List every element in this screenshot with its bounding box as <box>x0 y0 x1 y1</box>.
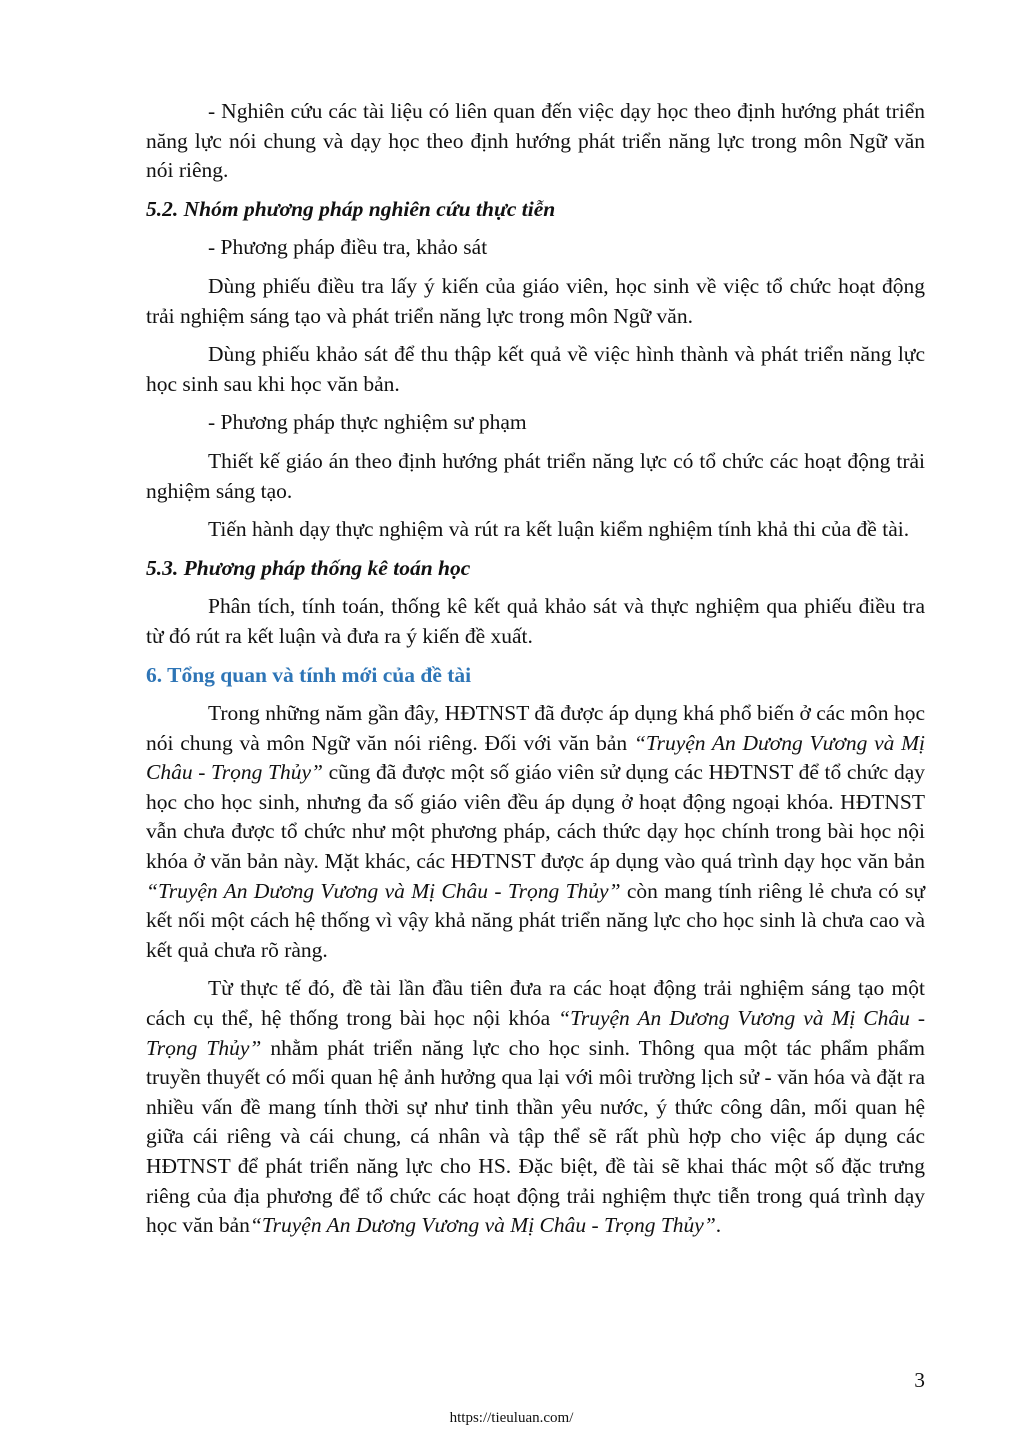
text-span: còn mang tính riêng lẻ chưa có sự kết nối một cách hệ thống vì vậy khả năng phát triển năng lực cho học sinh là chưa cao và kết quả chưa rõ ràng. <box>146 878 925 962</box>
work-title: “Truyện An Dương Vương và Mị Châu - Trọng Thủy” <box>146 730 925 785</box>
paragraph-experiment-teaching: Tiến hành dạy thực nghiệm và rút ra kết luận kiểm nghiệm tính khả thi của đề tài. <box>208 517 910 542</box>
paragraph-research-documents: - Nghiên cứu các tài liệu có liên quan đến việc dạy học theo định hướng phát triển năng lực nói chung và dạy học theo định hướng phát triển năng lực trong môn Ngữ văn nói riêng. <box>146 99 925 183</box>
footer-url: https://tieuluan.com/ <box>449 1410 574 1426</box>
text-span: cũng đã được một số giáo viên sử dụng các HĐTNST để tổ chức dạy học cho học sinh, nhưng đa số giáo viên đều áp dụng ở hoạt động ngoại khóa. HĐTNST vẫn chưa được tổ chức như một phương pháp, cách thức dạy học chính trong bài học nội khóa ở văn bản này. Mặt khác, các HĐTNST được áp dụng vào quá trình dạy học văn bản <box>146 760 925 874</box>
paragraph-statistics: Phân tích, tính toán, thống kê kết quả khảo sát và thực nghiệm qua phiếu điều tra từ đó rút ra kết luận và đưa ra ý kiến đề xuất. <box>146 594 925 648</box>
text-span: nhằm phát triển năng lực cho học sinh. Thông qua một tác phẩm phẩm truyền thuyết có mối quan hệ ảnh hưởng qua lại với môi trường lịch sử - văn hóa và đặt ra nhiều vấn đề mang tính thời sự như tinh thần yêu nước, ý thức công dân, mối quan hệ giữa cái riêng và cái chung, cá nhân và tập thể sẽ rất phù hợp cho việc áp dụng các HĐTNST để phát triển năng lực cho HS. Đặc biệt, đề tài sẽ khai thác một số đặc trưng riêng của địa phương để tổ chức các hoạt động trải nghiệm thực tiễn trong quá trình dạy học văn bản <box>146 1035 925 1238</box>
paragraph-survey-method: - Phương pháp điều tra, khảo sát <box>208 235 488 260</box>
page-number: 3 <box>914 1368 925 1392</box>
text-span: Từ thực tế đó, đề tài lần đầu tiên đưa ra các hoạt động trải nghiệm sáng tạo một cách cụ thể, hệ thống trong bài học nội khóa <box>146 976 925 1031</box>
paragraph-overview <box>146 699 925 965</box>
text-span: Trong những năm gần đây, HĐTNST đã được áp dụng khá phổ biến ở các môn học nói chung và môn Ngữ văn nói riêng. Đối với văn bản <box>146 701 925 755</box>
document-body <box>146 97 925 1250</box>
paragraph-experiment-method: - Phương pháp thực nghiệm sư phạm <box>208 410 527 435</box>
heading-5-2: 5.2. Nhóm phương pháp nghiên cứu thực tiễn <box>146 196 556 221</box>
paragraph-lesson-design: Thiết kế giáo án theo định hướng phát triển năng lực có tổ chức các hoạt động trải nghiệm sáng tạo. <box>146 448 925 503</box>
heading-6: 6. Tổng quan và tính mới của đề tài <box>146 662 472 687</box>
work-title: “Truyện An Dương Vương và Mị Châu - Trọng Thủy” <box>146 1006 925 1060</box>
work-title: “Truyện An Dương Vương và Mị Châu - Trọng Thủy” <box>249 1213 716 1238</box>
paragraph-survey-teachers: Dùng phiếu điều tra lấy ý kiến của giáo viên, học sinh về việc tổ chức hoạt động trải nghiệm sáng tạo và phát triển năng lực trong môn Ngữ văn. <box>146 273 925 328</box>
work-title: “Truyện An Dương Vương và Mị Châu - Trọng Thủy” <box>146 878 621 903</box>
heading-5-3: 5.3. Phương pháp thống kê toán học <box>146 555 471 580</box>
paragraph-novelty <box>146 974 925 1240</box>
text-span: . <box>715 1213 722 1238</box>
paragraph-survey-results: Dùng phiếu khảo sát để thu thập kết quả về việc hình thành và phát triển năng lực học sinh sau khi học văn bản. <box>146 342 925 396</box>
